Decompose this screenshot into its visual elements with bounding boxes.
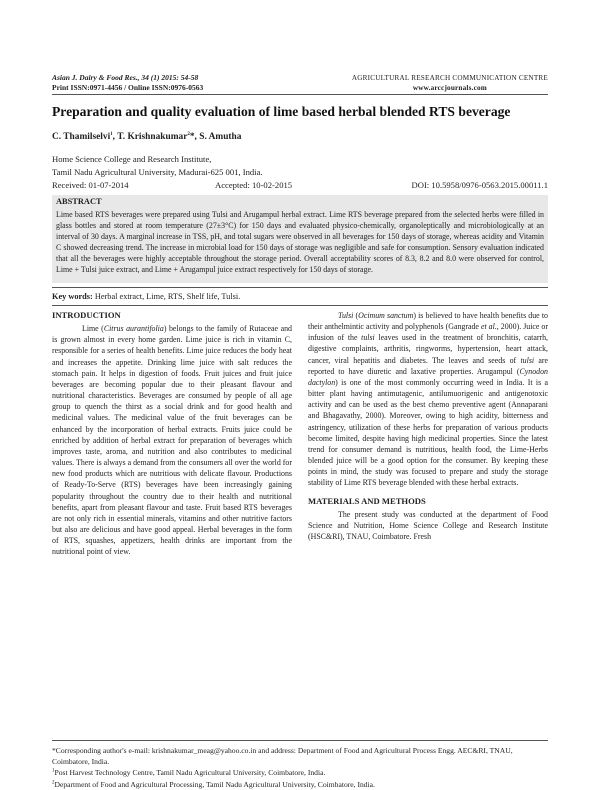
- publisher-website[interactable]: www.arccjournals.com: [412, 84, 487, 92]
- abstract-divider: [52, 287, 548, 288]
- publisher-name: AGRICULTURAL RESEARCH COMMUNICATION CENTRE: [351, 74, 548, 82]
- keywords-divider: [52, 305, 548, 306]
- cynodon-scientific-name: Cynodon dactylon: [308, 366, 548, 387]
- et-al: et al.: [480, 322, 497, 332]
- footnote-1-mark: 1: [52, 768, 55, 774]
- keywords-text: Herbal extract, Lime, RTS, Shelf life, Tulsi.: [94, 292, 241, 301]
- author-list: C. Thamilselvi$^1$, T. Krishnakumar$^2$*, S. Amutha: [52, 131, 242, 142]
- lime-scientific-name: Citrus aurantifolia: [103, 324, 164, 334]
- intro-text: are reported to have diuretic and laxative properties. Arugampul (: [308, 355, 549, 376]
- right-column: [308, 310, 548, 542]
- accepted-date: Accepted: 10-02-2015: [215, 180, 293, 190]
- footnote-1-text: Post Harvest Technology Centre, Tamil Nadu Agricultural University, Coimbatore, India.: [54, 768, 326, 778]
- publisher-block: [352, 73, 548, 93]
- introduction-paragraph-1: [52, 323, 292, 557]
- introduction-heading: INTRODUCTION: [52, 310, 121, 320]
- methods-heading: MATERIALS AND METHODS: [308, 495, 426, 506]
- footnote-2-text: Department of Food and Agricultural Processing, Tamil Nadu Agricultural University, Coimbatore, India.: [54, 779, 375, 789]
- footnote-corresponding: *Corresponding author's e-mail: krishnakumar_meag@yahoo.co.in and address: Department of Food and Agricultural Process Engg. AEC&RI, TNAU, Coimbatore, India.: [52, 746, 513, 767]
- intro-text: (: [353, 311, 359, 320]
- author-1: C. Thamilselvi: [52, 132, 111, 142]
- footnote-2-mark: 2: [52, 780, 55, 786]
- intro-text: ) is one of the most commonly occurring weed in India. It is a bitter plant having antimutagenic, antilumuorigenic and antigenotoxic activity and can be used as the best chemo preventive agent (Annaparani and Bhagavathy, 2000). Moreover, owing to high acidity, bitterness and astringency, utilization of these herbs for preparation of various products become limited, despite having high medicinal properties. Since the latest trend for consumer demand is nutritious, health food, the Lime-Herbs blended juice will be a good option for the consumer. By keeping these points in mind, the study was focused to prepare and study the storage stability of Lime RTS beverage blended with these herbal extracts.: [308, 377, 548, 488]
- tulsi-term: tulsi: [361, 333, 375, 343]
- introduction-paragraph-2: [308, 310, 548, 489]
- footnote-1: [52, 767, 548, 778]
- intro-text: ) belongs to the family of Rutaceae and is grown almost in every home garden. Lime juice is rich in vitamin C, responsible for a series of health benefits. Lime juice reduces the body heat and increases the appetite. Drinking lime juice with salt reduces the stomach pain. It helps in digestion of foods. Fruit juices and fruit juice beverages are becoming popular due to their pleasant flavour and nutritional characteristics. Beverages are consumed by people of all age group to quench the thirst as a social drink and for good health and medicinal values. The medicinal value of the fruit beverages can be enhanced by the incorporation of herbal extracts. Fruits juice could be enriched by addition of herbal extract for preparation of beverages which improves taste, aroma, and nutrition and also contributes to medicinal values. There is always a demand from the consumers all over the world for new food products which are nutritious with delicate flavour. Productions of Ready-To-Serve (RTS) beverages have been increasingly gaining popularity throughout the country due to their health and nutritional benefits, apart from pleasant flavour and taste. Fruit based RTS beverages are not only rich in essential minerals, vitamins and other nutritive factors but also are delicious and have good appeal. Herbal beverages in the form of RTS, squashes, appetizers, health drinks are important from the nutritional point of view.: [52, 324, 292, 557]
- footnote-2: [52, 779, 548, 790]
- footnotes: [52, 745, 548, 790]
- left-column: [52, 310, 292, 557]
- abstract-heading: ABSTRACT: [56, 197, 102, 206]
- author-2-affil: 2: [187, 131, 190, 137]
- author-1-affil: 1: [110, 131, 113, 137]
- footnote-divider: [52, 740, 548, 741]
- methods-paragraph: The present study was conducted at the department of Food Science and Nutrition, Home Science College and Research Institute (HSC&RI), TNAU, Coimbatore. Fresh: [308, 509, 548, 541]
- received-date: Received: 01-07-2014: [52, 180, 129, 190]
- journal-name: Asian J. Dairy & Food Res., 34 (1) 2015: 54-58: [52, 73, 199, 82]
- corresponding-mark: *: [189, 132, 195, 142]
- affiliation: [52, 153, 263, 178]
- issn-line: Print ISSN:0971-4456 / Online ISSN:0976-0563: [52, 83, 204, 92]
- tulsi-term: Tulsi: [338, 311, 354, 320]
- author-2: T. Krishnakumar: [117, 132, 188, 142]
- header-divider: [52, 94, 548, 95]
- affiliation-line-1: Home Science College and Research Institute,: [52, 154, 212, 164]
- intro-text: ) is believed to have health benefits due to their anthelmintic activity and polyphenols (Gangrade: [308, 311, 548, 332]
- author-3: S. Amutha: [199, 132, 242, 142]
- tulsi-scientific-name: Ocimum sanctum: [358, 311, 414, 320]
- tulsi-term: tulsi: [520, 355, 535, 365]
- journal-citation: [52, 73, 203, 93]
- abstract-text: Lime based RTS beverages were prepared using Tulsi and Arugampul herbal extract. Lime RTS beverage prepared from the selected herbs were filled in glass bottles and stored at room temperature (27±3°C) for 150 days and evaluated physico-chemically, organoleptically and microbiologically at an interval of 30 days. A marginal increase in TSS, pH, and total sugars were observed in all beverages for 150 days of storage, whereas acidity and Vitamin C showed decreasing trend. The increase in microbial load for 150 days of storage was negligible and safe for consumption. Sensory evaluation indicated that all the beverages were highly acceptable throughout the storage period. Overall acceptability scores of 8.3, 8.2 and 8.0 were observed for control, Lime + Tulsi juice extract, and Lime + Arugampul juice extract respectively for 150 days of storage.: [56, 210, 544, 275]
- affiliation-line-2: Tamil Nadu Agricultural University, Madurai-625 001, India.: [52, 166, 263, 177]
- intro-text: leaves used in the treatment of bronchitis, catarrh, digestive complaints, arthritis, ringworms, hypertension, heart attack, cancer, viral hepatitis and diabetes. The leaves and seeds of: [308, 333, 548, 365]
- keywords: [52, 292, 240, 301]
- keywords-label: Key words:: [52, 292, 93, 301]
- doi[interactable]: DOI: 10.5958/0976-0563.2015.00011.1: [411, 180, 548, 190]
- paper-title: Preparation and quality evaluation of lime based herbal blended RTS beverage: [52, 104, 511, 119]
- intro-text: Lime (: [82, 324, 104, 334]
- intro-text: , 2000). Juice or infusion of the: [308, 322, 549, 343]
